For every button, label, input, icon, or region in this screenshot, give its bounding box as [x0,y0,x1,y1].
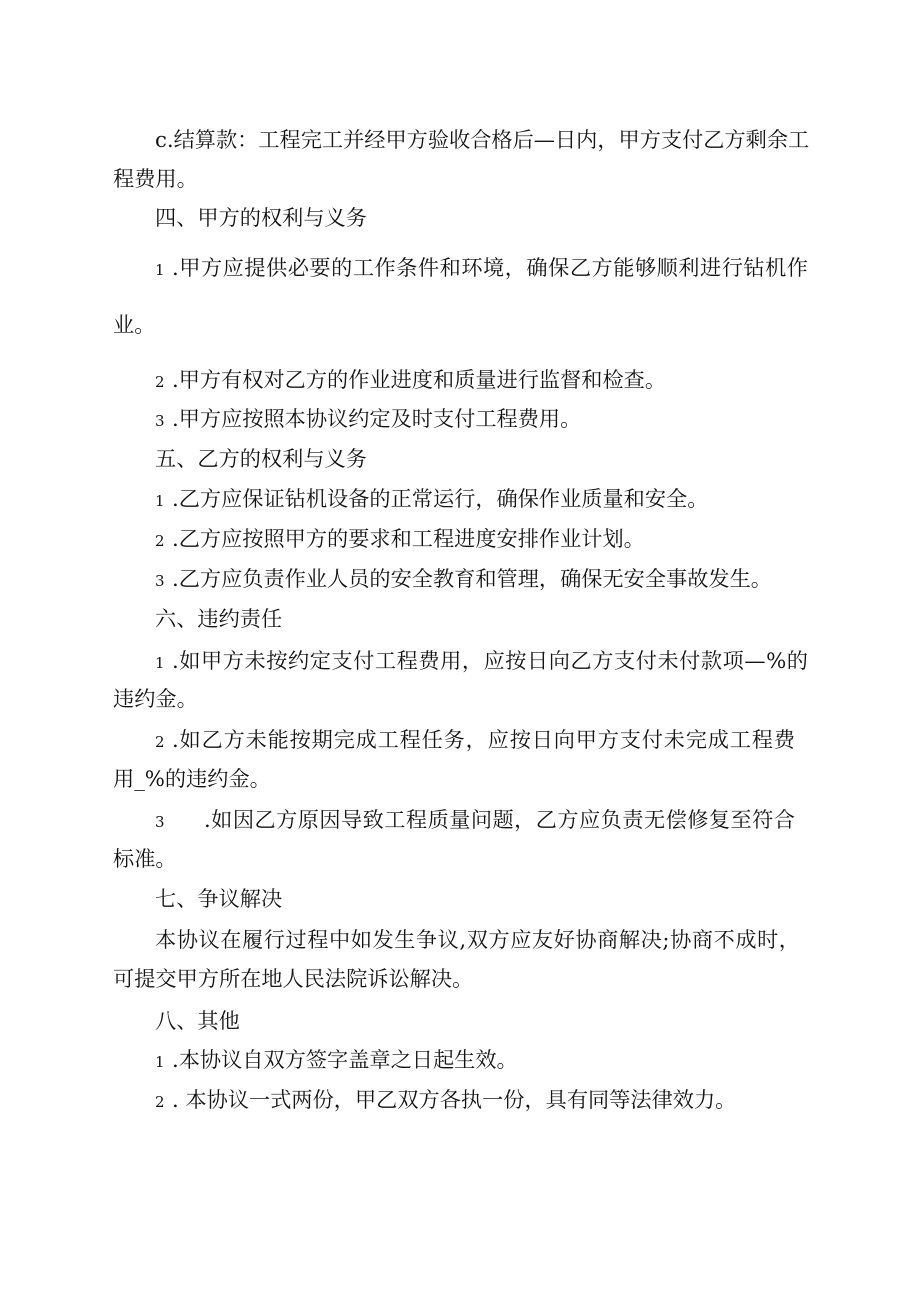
item-text: .乙方应负责作业人员的安全教育和管理，确保无安全事故发生。 [172,566,772,591]
list-item [155,255,808,281]
item-number: 1 [155,492,165,510]
item-number: 2 [155,1093,165,1111]
list-item [155,648,808,674]
item-number: 1 [155,1053,165,1071]
item-number: 1 [155,654,165,672]
item-text: .如甲方未按约定支付工程费用，应按日向乙方支付未付款项—%的 [172,648,809,673]
settlement-clause-line: c.结算款：工程完工并经甲方验收合格后—日内，甲方支付乙方剩余工 [155,127,810,152]
list-item [155,1047,518,1073]
item-text: .如乙方未能按期完成工程任务，应按日向甲方支付未完成工程费 [172,727,796,752]
item-text: .甲方应提供必要的工作条件和环境，确保乙方能够顺利进行钻机作 [172,255,809,280]
item-text: .乙方应按照甲方的要求和工程进度安排作业计划。 [172,526,645,551]
section-heading-other: 八、其他 [155,1008,240,1033]
section-heading-dispute-resolution: 七、争议解决 [155,886,283,911]
list-item [155,1087,736,1113]
item-number: 3 [155,412,165,430]
item-number: 2 [155,373,165,391]
settlement-clause-continuation: 程费用。 [113,166,198,191]
item-text-continuation: 标准。 [113,846,177,871]
section-heading-party-b-rights: 五、乙方的权利与义务 [155,446,367,471]
dispute-paragraph-continuation: 可提交甲方所在地人民法院诉讼解决。 [113,966,474,991]
item-text: .乙方应保证钻机设备的正常运行，确保作业质量和安全。 [172,486,709,511]
item-number: 3 [155,572,165,590]
list-item [155,566,772,592]
section-heading-party-a-rights: 四、甲方的权利与义务 [155,205,367,230]
list-item [155,406,581,432]
item-text: .甲方应按照本协议约定及时支付工程费用。 [172,406,582,431]
item-number: 1 [155,261,165,279]
item-text: . 本协议一式两份，甲乙双方各执一份，具有同等法律效力。 [172,1087,737,1112]
item-text-continuation: 业。 [113,312,156,337]
section-heading-breach-liability: 六、违约责任 [155,606,283,631]
item-text: .如因乙方原因导致工程质量问题，乙方应负责无偿修复至符合 [204,807,796,832]
dispute-paragraph-line: 本协议在履行过程中如发生争议,双方应友好协商解决;协商不成时， [155,927,801,952]
item-number: 2 [155,532,165,550]
item-text: .本协议自双方签字盖章之日起生效。 [172,1047,518,1072]
item-text: .甲方有权对乙方的作业进度和质量进行监督和检查。 [172,367,667,392]
item-text-continuation: 违约金。 [113,686,198,711]
item-text-continuation: 用_%的违约金。 [113,766,271,791]
item-number: 2 [155,733,165,751]
item-number: 3 [155,813,165,831]
list-item [155,526,645,552]
list-item [155,367,666,393]
list-item [155,807,795,833]
list-item [155,727,795,753]
list-item [155,486,708,512]
